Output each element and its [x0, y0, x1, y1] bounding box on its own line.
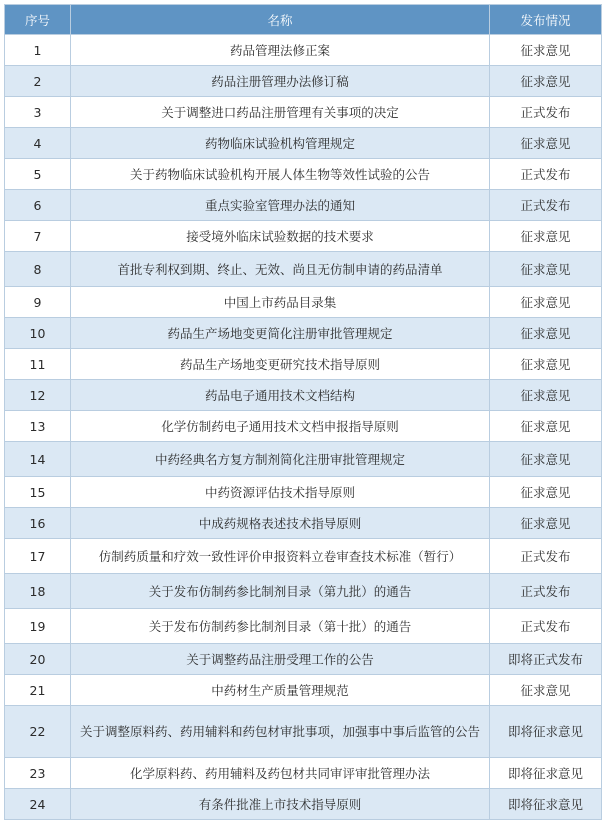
header-row: [5, 5, 602, 35]
cell-name: 关于药物临床试验机构开展人体生物等效性试验的公告: [71, 159, 490, 190]
cell-name: 关于调整原料药、药用辅料和药包材审批事项，加强事中事后监管的公告: [71, 706, 490, 758]
cell-release-status: 征求意见: [490, 287, 602, 318]
cell-serial-number: 10: [5, 318, 71, 349]
cell-release-status: 征求意见: [490, 411, 602, 442]
cell-serial-number: 16: [5, 508, 71, 539]
cell-name: 接受境外临床试验数据的技术要求: [71, 221, 490, 252]
policy-table-container: [4, 4, 601, 820]
cell-serial-number: 15: [5, 477, 71, 508]
header-release-status: 发布情况: [490, 5, 602, 35]
cell-release-status: 正式发布: [490, 159, 602, 190]
table-row: [5, 477, 602, 508]
table-row: [5, 221, 602, 252]
cell-name: 中成药规格表述技术指导原则: [71, 508, 490, 539]
cell-serial-number: 20: [5, 644, 71, 675]
table-body: [5, 35, 602, 820]
cell-release-status: 即将征求意见: [490, 758, 602, 789]
cell-serial-number: 1: [5, 35, 71, 66]
cell-name: 中药材生产质量管理规范: [71, 675, 490, 706]
cell-name: 首批专利权到期、终止、无效、尚且无仿制申请的药品清单: [71, 252, 490, 287]
cell-name: 化学仿制药电子通用技术文档申报指导原则: [71, 411, 490, 442]
cell-name: 中国上市药品目录集: [71, 287, 490, 318]
cell-serial-number: 2: [5, 66, 71, 97]
table-row: [5, 159, 602, 190]
table-row: [5, 609, 602, 644]
cell-release-status: 征求意见: [490, 508, 602, 539]
table-row: [5, 442, 602, 477]
table-row: [5, 380, 602, 411]
cell-serial-number: 12: [5, 380, 71, 411]
cell-release-status: 征求意见: [490, 349, 602, 380]
policy-table: [4, 4, 602, 820]
cell-serial-number: 18: [5, 574, 71, 609]
header-name: 名称: [71, 5, 490, 35]
table-row: [5, 411, 602, 442]
cell-release-status: 征求意见: [490, 442, 602, 477]
cell-release-status: 正式发布: [490, 609, 602, 644]
cell-serial-number: 14: [5, 442, 71, 477]
cell-release-status: 即将征求意见: [490, 706, 602, 758]
cell-release-status: 征求意见: [490, 252, 602, 287]
table-row: [5, 97, 602, 128]
table-row: [5, 675, 602, 706]
cell-serial-number: 3: [5, 97, 71, 128]
table-row: [5, 128, 602, 159]
cell-name: 关于发布仿制药参比制剂目录（第十批）的通告: [71, 609, 490, 644]
table-row: [5, 644, 602, 675]
cell-name: 重点实验室管理办法的通知: [71, 190, 490, 221]
table-row: [5, 66, 602, 97]
header-serial-number: 序号: [5, 5, 71, 35]
table-row: [5, 789, 602, 820]
cell-release-status: 征求意见: [490, 380, 602, 411]
table-row: [5, 252, 602, 287]
cell-release-status: 即将正式发布: [490, 644, 602, 675]
cell-serial-number: 21: [5, 675, 71, 706]
cell-release-status: 征求意见: [490, 128, 602, 159]
cell-name: 化学原料药、药用辅料及药包材共同审评审批管理办法: [71, 758, 490, 789]
cell-name: 药品注册管理办法修订稿: [71, 66, 490, 97]
cell-release-status: 征求意见: [490, 675, 602, 706]
table-row: [5, 349, 602, 380]
cell-name: 药品生产场地变更研究技术指导原则: [71, 349, 490, 380]
cell-name: 关于调整药品注册受理工作的公告: [71, 644, 490, 675]
cell-serial-number: 9: [5, 287, 71, 318]
cell-release-status: 征求意见: [490, 477, 602, 508]
table-row: [5, 758, 602, 789]
cell-serial-number: 8: [5, 252, 71, 287]
table-row: [5, 508, 602, 539]
cell-release-status: 正式发布: [490, 190, 602, 221]
cell-serial-number: 11: [5, 349, 71, 380]
table-row: [5, 190, 602, 221]
cell-release-status: 征求意见: [490, 221, 602, 252]
cell-name: 关于调整进口药品注册管理有关事项的决定: [71, 97, 490, 128]
cell-release-status: 正式发布: [490, 539, 602, 574]
cell-release-status: 征求意见: [490, 35, 602, 66]
table-row: [5, 539, 602, 574]
cell-name: 仿制药质量和疗效一致性评价申报资料立卷审查技术标准（暂行）: [71, 539, 490, 574]
cell-release-status: 正式发布: [490, 97, 602, 128]
cell-release-status: 征求意见: [490, 318, 602, 349]
table-row: [5, 574, 602, 609]
cell-serial-number: 24: [5, 789, 71, 820]
cell-release-status: 即将征求意见: [490, 789, 602, 820]
cell-serial-number: 7: [5, 221, 71, 252]
table-row: [5, 287, 602, 318]
cell-name: 中药资源评估技术指导原则: [71, 477, 490, 508]
cell-release-status: 正式发布: [490, 574, 602, 609]
cell-serial-number: 17: [5, 539, 71, 574]
cell-name: 药物临床试验机构管理规定: [71, 128, 490, 159]
table-header: [5, 5, 602, 35]
table-row: [5, 318, 602, 349]
cell-name: 关于发布仿制药参比制剂目录（第九批）的通告: [71, 574, 490, 609]
cell-serial-number: 23: [5, 758, 71, 789]
cell-serial-number: 5: [5, 159, 71, 190]
cell-serial-number: 13: [5, 411, 71, 442]
cell-serial-number: 6: [5, 190, 71, 221]
cell-serial-number: 19: [5, 609, 71, 644]
cell-name: 药品管理法修正案: [71, 35, 490, 66]
cell-name: 药品生产场地变更简化注册审批管理规定: [71, 318, 490, 349]
cell-serial-number: 22: [5, 706, 71, 758]
cell-serial-number: 4: [5, 128, 71, 159]
cell-release-status: 征求意见: [490, 66, 602, 97]
table-row: [5, 35, 602, 66]
cell-name: 有条件批准上市技术指导原则: [71, 789, 490, 820]
table-row: [5, 706, 602, 758]
cell-name: 药品电子通用技术文档结构: [71, 380, 490, 411]
cell-name: 中药经典名方复方制剂简化注册审批管理规定: [71, 442, 490, 477]
